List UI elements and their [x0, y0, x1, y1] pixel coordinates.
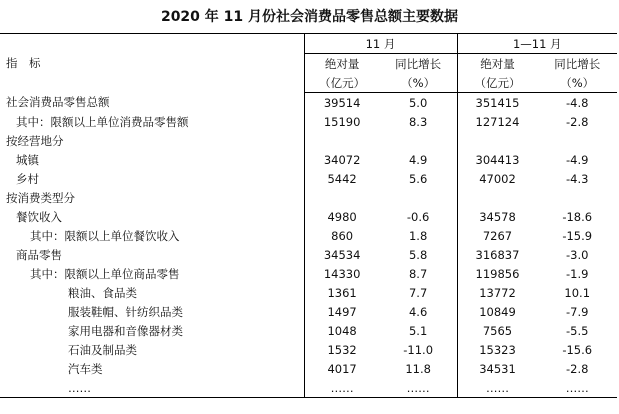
row-label: 其中：限额以上单位消费品零售额: [0, 112, 304, 131]
row-label: 粮油、食品类: [0, 283, 304, 302]
header-row-groups: [0, 34, 617, 54]
table-row: [0, 245, 617, 264]
nov-yoy-value: 5.8: [380, 245, 457, 264]
ytd-yoy-value: -4.3: [565, 171, 589, 186]
ytd-abs-value: 34531: [479, 361, 516, 376]
nov-abs-value: 34072: [323, 152, 361, 167]
table-row: [0, 264, 617, 283]
table-row: [0, 321, 617, 340]
row-label: 家用电器和音像器材类: [0, 321, 304, 340]
nov-yoy-value: 4.9: [380, 150, 457, 169]
row-label: 商品零售: [0, 245, 304, 264]
nov-abs-value: 4017: [327, 361, 357, 376]
col-header-yoy-unit: （%）: [537, 73, 617, 93]
row-label: 乡村: [0, 169, 304, 188]
row-label: 汽车类: [0, 359, 304, 378]
ytd-yoy-value: -7.9: [565, 304, 589, 319]
nov-yoy-value: -11.0: [380, 340, 457, 359]
ytd-abs-value: 13772: [479, 285, 516, 300]
row-label: 按经营地分: [0, 131, 304, 150]
group-header-nov: 11 月: [304, 34, 457, 54]
row-label: 按消费类型分: [0, 188, 304, 207]
data-table: [0, 33, 617, 398]
nov-yoy-value: 7.7: [380, 283, 457, 302]
col-header-yoy-unit: （%）: [380, 73, 457, 93]
row-label: 城镇: [0, 150, 304, 169]
nov-abs-value: 14330: [323, 266, 361, 281]
table-row: [0, 112, 617, 131]
nov-abs-value: ……: [304, 378, 380, 398]
ytd-abs-value: 351415: [475, 95, 520, 110]
ytd-abs-value: 34578: [479, 209, 516, 224]
table-row: [0, 207, 617, 226]
ytd-yoy-value: ……: [537, 378, 617, 398]
col-header-yoy: 同比增长: [380, 54, 457, 74]
ytd-yoy-value: -2.8: [565, 361, 589, 376]
nov-yoy-value: [380, 131, 457, 150]
ytd-yoy-value: 10.1: [564, 285, 591, 300]
table-row: [0, 169, 617, 188]
ytd-abs-value: 47002: [479, 171, 516, 186]
ytd-abs-value: 119856: [475, 266, 520, 281]
nov-yoy-value: [380, 188, 457, 207]
ytd-yoy-value: -15.9: [562, 228, 593, 243]
nov-yoy-value: 1.8: [380, 226, 457, 245]
row-label: 餐饮收入: [0, 207, 304, 226]
nov-abs-value: 1497: [327, 304, 357, 319]
indicator-header: 指 标: [0, 34, 304, 93]
table-row: [0, 340, 617, 359]
ytd-yoy-value: -18.6: [562, 209, 593, 224]
nov-abs-value: 1361: [327, 285, 357, 300]
nov-abs-value: 5442: [327, 171, 357, 186]
ytd-yoy-value: -15.6: [562, 342, 593, 357]
nov-abs-value: 1048: [327, 323, 357, 338]
table-row: [0, 302, 617, 321]
col-header-yoy: 同比增长: [554, 56, 601, 71]
nov-yoy-value: 8.7: [380, 264, 457, 283]
table-row: [0, 93, 617, 113]
nov-abs-value: 39514: [323, 95, 361, 110]
ytd-abs-value: 304413: [475, 152, 520, 167]
nov-yoy-value: 5.1: [380, 321, 457, 340]
ytd-abs-value: [457, 131, 537, 150]
group-header-ytd: 1—11 月: [457, 34, 617, 54]
ytd-abs-value: 15323: [479, 342, 516, 357]
ytd-yoy-value: -3.0: [565, 247, 589, 262]
table-title: 2020 年 11 月份社会消费品零售总额主要数据: [160, 9, 459, 25]
nov-yoy-value: 11.8: [380, 359, 457, 378]
nov-yoy-value: ……: [380, 378, 457, 398]
ytd-yoy-value: -4.8: [565, 95, 589, 110]
ytd-yoy-value: [537, 131, 617, 150]
row-label: 石油及制品类: [0, 340, 304, 359]
table-row: [0, 150, 617, 169]
row-label: 服装鞋帽、针纺织品类: [0, 302, 304, 321]
ytd-abs-value: 127124: [475, 114, 520, 129]
table-row: [0, 359, 617, 378]
ytd-abs-value: 316837: [475, 247, 520, 262]
nov-abs-value: 4980: [327, 209, 357, 224]
row-label: 社会消费品零售总额: [0, 93, 304, 113]
table-row: [0, 188, 617, 207]
col-header-abs-unit: （亿元）: [457, 73, 537, 93]
ytd-abs-value: ……: [457, 378, 537, 398]
col-header-abs: 绝对量: [324, 56, 360, 71]
table-row: [0, 131, 617, 150]
ytd-abs-value: 7565: [482, 323, 513, 338]
ytd-abs-value: 7267: [482, 228, 513, 243]
nov-yoy-value: -0.6: [380, 207, 457, 226]
table-row: [0, 378, 617, 398]
ytd-abs-value: [457, 188, 537, 207]
nov-abs-value: 860: [331, 228, 354, 243]
ytd-yoy-value: [537, 188, 617, 207]
nov-yoy-value: 8.3: [380, 112, 457, 131]
table-row: [0, 283, 617, 302]
nov-abs-value: 15190: [323, 114, 361, 129]
nov-abs-value: 1532: [327, 342, 357, 357]
col-header-abs-unit: （亿元）: [304, 73, 380, 93]
ytd-yoy-value: -2.8: [565, 114, 589, 129]
nov-abs-value: 34534: [323, 247, 361, 262]
row-label: 其中：限额以上单位餐饮收入: [0, 226, 304, 245]
ytd-abs-value: 10849: [479, 304, 516, 319]
ytd-yoy-value: -4.9: [565, 152, 589, 167]
nov-yoy-value: 5.0: [380, 93, 457, 113]
table-row: [0, 226, 617, 245]
row-label: ……: [0, 378, 304, 398]
col-header-abs: 绝对量: [480, 56, 515, 71]
ytd-yoy-value: -1.9: [565, 266, 589, 281]
nov-abs-value: [304, 188, 380, 207]
nov-abs-value: [304, 131, 380, 150]
ytd-yoy-value: -5.5: [565, 323, 589, 338]
nov-yoy-value: 5.6: [380, 169, 457, 188]
nov-yoy-value: 4.6: [380, 302, 457, 321]
row-label: 其中：限额以上单位商品零售: [0, 264, 304, 283]
